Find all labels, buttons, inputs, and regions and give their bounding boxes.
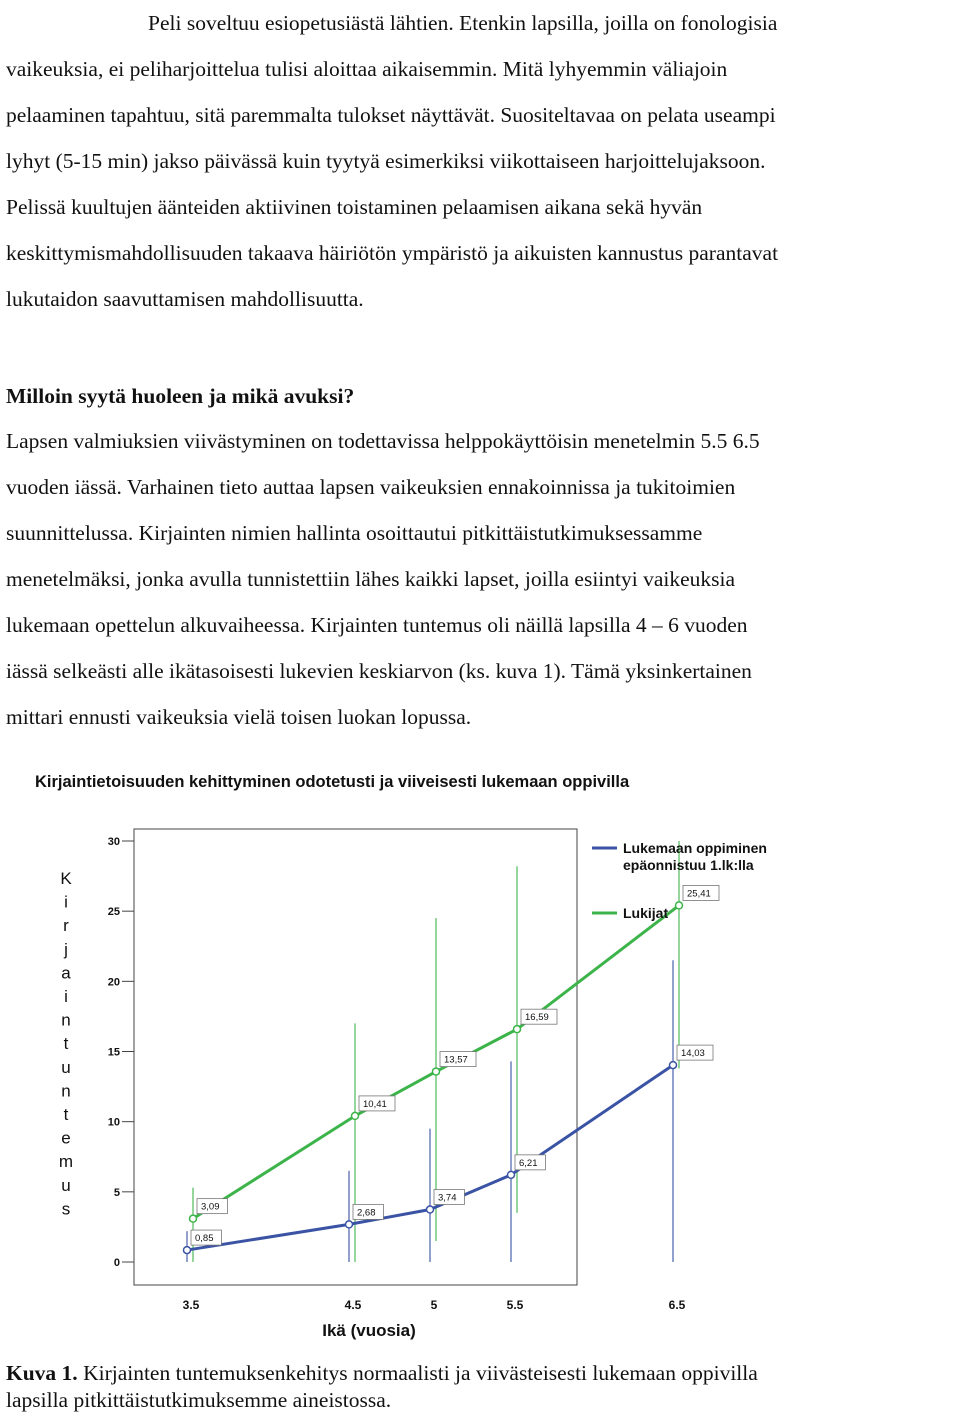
caption-label: Kuva 1. bbox=[6, 1361, 78, 1385]
paragraph-line: lukutaidon saavuttamisen mahdollisuutta. bbox=[6, 287, 364, 311]
data-label: 14,03 bbox=[681, 1048, 705, 1060]
caption-line: lapsilla pitkittäistutkimuksemme aineistossa. bbox=[6, 1388, 392, 1412]
y-tick-label: 10 bbox=[107, 1116, 120, 1129]
data-point bbox=[352, 1112, 359, 1119]
paragraph-line: mittari ennusti vaikeuksia vielä toisen luokan lopussa. bbox=[6, 705, 472, 729]
data-point bbox=[433, 1068, 440, 1075]
x-axis bbox=[183, 1298, 686, 1312]
y-tick-label: 25 bbox=[107, 906, 120, 919]
data-label: 6,21 bbox=[519, 1157, 538, 1169]
x-tick-label: 6.5 bbox=[668, 1298, 686, 1312]
data-label: 2,68 bbox=[357, 1207, 376, 1219]
data-point bbox=[670, 1062, 677, 1069]
legend-label: Lukijat bbox=[623, 905, 669, 921]
paragraph-line: menetelmäksi, jonka avulla tunnistettiin lähes kaikki lapset, joilla esiintyi vaikeuksia bbox=[6, 567, 736, 591]
error-bars bbox=[187, 841, 679, 1262]
y-axis-label-letter: u bbox=[61, 1175, 71, 1195]
y-axis bbox=[108, 836, 134, 1269]
paragraph-line: pelaaminen tapahtuu, sitä paremmalta tulokset näyttävät. Suositeltavaa on pelata useampi bbox=[6, 103, 776, 127]
section-heading: Milloin syytä huoleen ja mikä avuksi? bbox=[6, 384, 355, 408]
legend-label: epäonnistuu 1.lk:lla bbox=[623, 857, 754, 873]
data-point bbox=[514, 1026, 521, 1033]
data-labels bbox=[191, 885, 719, 1245]
data-label: 13,57 bbox=[444, 1054, 468, 1066]
y-axis-label-letter: e bbox=[61, 1128, 71, 1148]
y-axis-label-letter: n bbox=[61, 1010, 71, 1030]
x-tick-label: 5.5 bbox=[506, 1298, 524, 1312]
paragraph-line: keskittymismahdollisuuden takaava häiriötön ympäristö ja aikuisten kannustus parantavat bbox=[6, 241, 779, 265]
paragraph-line: vuoden iässä. Varhainen tieto auttaa lapsen vaikeuksien ennakoinnissa ja tukitoimien bbox=[6, 475, 736, 499]
y-axis-label bbox=[59, 869, 73, 1218]
data-point bbox=[346, 1221, 353, 1228]
y-tick-label: 20 bbox=[107, 976, 120, 989]
data-point bbox=[676, 902, 683, 909]
paragraph-line: iässä selkeästi alle ikätasoisesti lukevien keskiarvon (ks. kuva 1). Tämä yksinkertainen bbox=[6, 659, 752, 683]
y-axis-label-letter: s bbox=[61, 1199, 71, 1219]
caption-text: Kirjainten tuntemuksenkehitys normaalisti ja viivästeisesti lukemaan oppivilla bbox=[77, 1361, 758, 1385]
data-label: 3,74 bbox=[438, 1192, 457, 1204]
y-axis-label-letter: u bbox=[61, 1057, 71, 1077]
paragraph-line: Lapsen valmiuksien viivästyminen on todettavissa helppokäyttöisin menetelmin 5.5 6.5 bbox=[6, 429, 760, 453]
chart-title: Kirjaintietoisuuden kehittyminen odotetusti ja viiveisesti lukemaan oppivilla bbox=[35, 773, 630, 791]
y-axis-label-letter: i bbox=[64, 987, 68, 1006]
x-tick-label: 5 bbox=[430, 1298, 438, 1312]
y-axis-label-letter: r bbox=[63, 916, 69, 936]
y-axis-label-letter: j bbox=[64, 939, 68, 959]
data-label: 16,59 bbox=[525, 1012, 549, 1024]
y-axis-label-letter: t bbox=[63, 1105, 69, 1124]
paragraph-line: Peli soveltuu esiopetusiästä lähtien. Etenkin lapsilla, joilla on fonologisia bbox=[148, 11, 778, 35]
x-tick-label: 3.5 bbox=[182, 1298, 200, 1312]
y-tick-label: 15 bbox=[107, 1046, 120, 1059]
data-point bbox=[190, 1215, 197, 1222]
paragraph-line: suunnittelussa. Kirjainten nimien hallinta osoittautui pitkittäistutkimuksessamme bbox=[6, 521, 703, 545]
paragraph-line: vaikeuksia, ei peliharjoittelua tulisi aloittaa aikaisemmin. Mitä lyhyemmin väliajoin bbox=[6, 57, 728, 81]
paragraph-line: Pelissä kuultujen äänteiden aktiivinen toistaminen pelaamisen aikana sekä hyvän bbox=[6, 195, 703, 219]
legend-label: Lukemaan oppiminen bbox=[623, 840, 767, 856]
y-axis-label-letter: n bbox=[61, 1081, 71, 1101]
y-axis-label-letter: i bbox=[64, 892, 68, 912]
data-label: 0,85 bbox=[195, 1233, 214, 1245]
data-point bbox=[184, 1247, 191, 1254]
data-point bbox=[508, 1171, 515, 1178]
y-axis-label-letter: a bbox=[61, 963, 71, 983]
y-axis-label-letter: m bbox=[58, 1152, 74, 1172]
figure-caption bbox=[6, 1360, 758, 1414]
y-tick-label: 0 bbox=[113, 1257, 120, 1269]
x-axis-label: Ikä (vuosia) bbox=[322, 1321, 416, 1340]
data-points bbox=[184, 902, 683, 1254]
data-label: 25,41 bbox=[687, 888, 711, 900]
paragraph-line: lyhyt (5-15 min) jakso päivässä kuin tyytyä esimerkiksi viikottaiseen harjoittelujaksoon. bbox=[6, 149, 766, 173]
data-point bbox=[427, 1206, 434, 1213]
data-label: 3,09 bbox=[201, 1201, 220, 1213]
data-label: 10,41 bbox=[363, 1098, 387, 1110]
series-lines bbox=[187, 905, 679, 1250]
y-tick-label: 30 bbox=[107, 836, 120, 848]
y-axis-label-letter: K bbox=[60, 869, 72, 888]
x-tick-label: 4.5 bbox=[344, 1298, 362, 1312]
paragraph-line: lukemaan opettelun alkuvaiheessa. Kirjainten tuntemus oli näillä lapsilla 4 – 6 vuoden bbox=[6, 613, 748, 637]
y-tick-label: 5 bbox=[113, 1186, 120, 1199]
y-axis-label-letter: t bbox=[63, 1034, 69, 1054]
caption-line bbox=[6, 1360, 758, 1387]
